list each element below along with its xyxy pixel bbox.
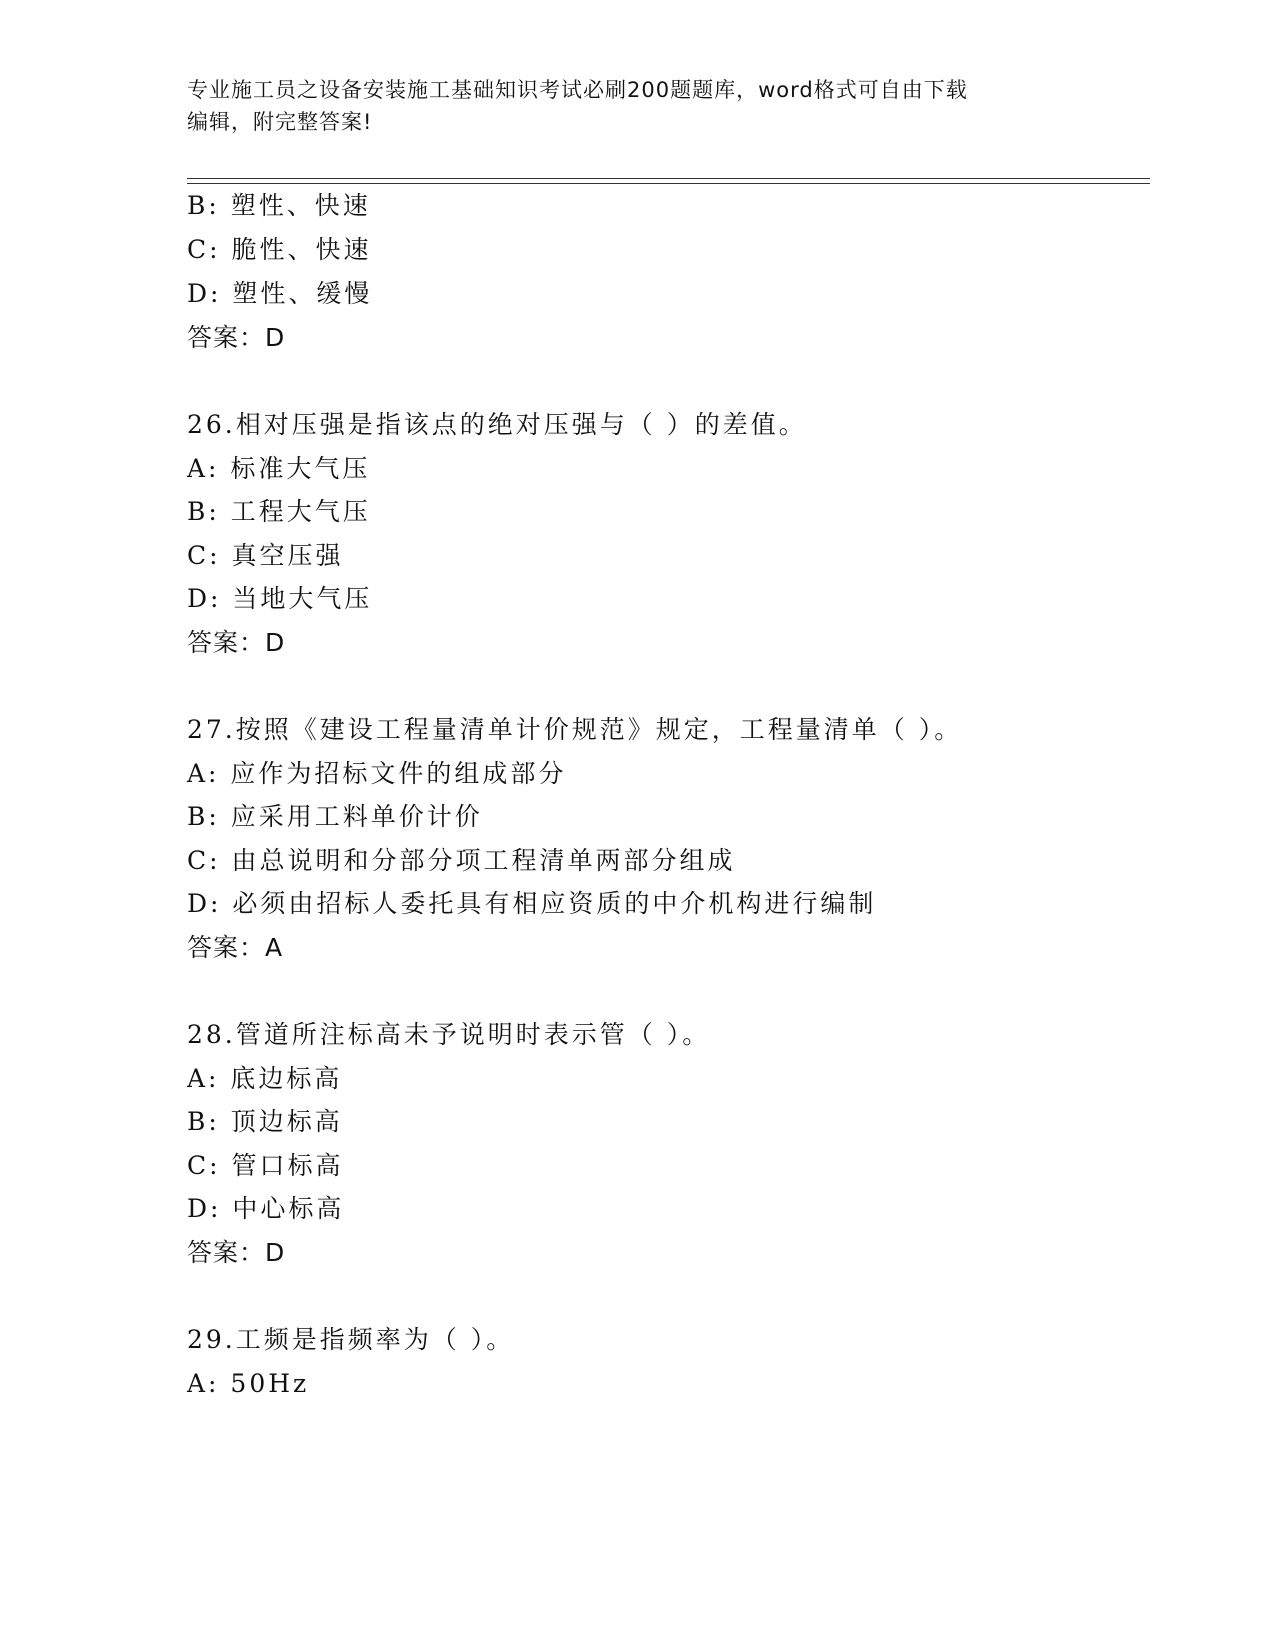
header-divider-bottom [187,183,1150,184]
header-divider-top [187,178,1150,179]
q26-answer: 答案：D [187,628,286,657]
q25-option-c: C: 脆性、快速 [187,235,372,264]
q28-question: 28.管道所注标高未予说明时表示管（ ）。 [187,1020,711,1049]
q29-question: 29.工频是指频率为（ ）。 [187,1325,515,1354]
q27-option-a: A: 应作为招标文件的组成部分 [187,759,567,788]
q26-option-a: A: 标准大气压 [187,454,371,483]
q28-option-b: B: 顶边标高 [187,1107,343,1136]
header-title-line-1: 专业施工员之设备安装施工基础知识考试必刷200题题库，word格式可自由下载 [187,78,968,102]
q25-option-b: B: 塑性、快速 [187,191,371,220]
q26-question: 26.相对压强是指该点的绝对压强与（ ）的差值。 [187,410,807,439]
q27-option-d: D: 必须由招标人委托具有相应资质的中介机构进行编制 [187,889,877,918]
q26-option-c: C: 真空压强 [187,541,344,570]
q27-answer: 答案：A [187,933,284,962]
q28-option-a: A: 底边标高 [187,1064,343,1093]
q27-question: 27.按照《建设工程量清单计价规范》规定，工程量清单（ ）。 [187,715,963,744]
q27-option-c: C: 由总说明和分部分项工程清单两部分组成 [187,846,736,875]
q28-option-d: D: 中心标高 [187,1194,345,1223]
header-title-line-2: 编辑，附完整答案! [187,110,373,134]
q25-option-d: D: 塑性、缓慢 [187,279,373,308]
q26-option-b: B: 工程大气压 [187,497,371,526]
q29-option-a: A: 50Hz [187,1369,310,1398]
q27-option-b: B: 应采用工料单价计价 [187,802,483,831]
q28-answer: 答案：D [187,1238,286,1267]
q28-option-c: C: 管口标高 [187,1151,344,1180]
q25-answer: 答案：D [187,323,286,352]
q26-option-d: D: 当地大气压 [187,584,373,613]
document-header [187,74,1067,138]
